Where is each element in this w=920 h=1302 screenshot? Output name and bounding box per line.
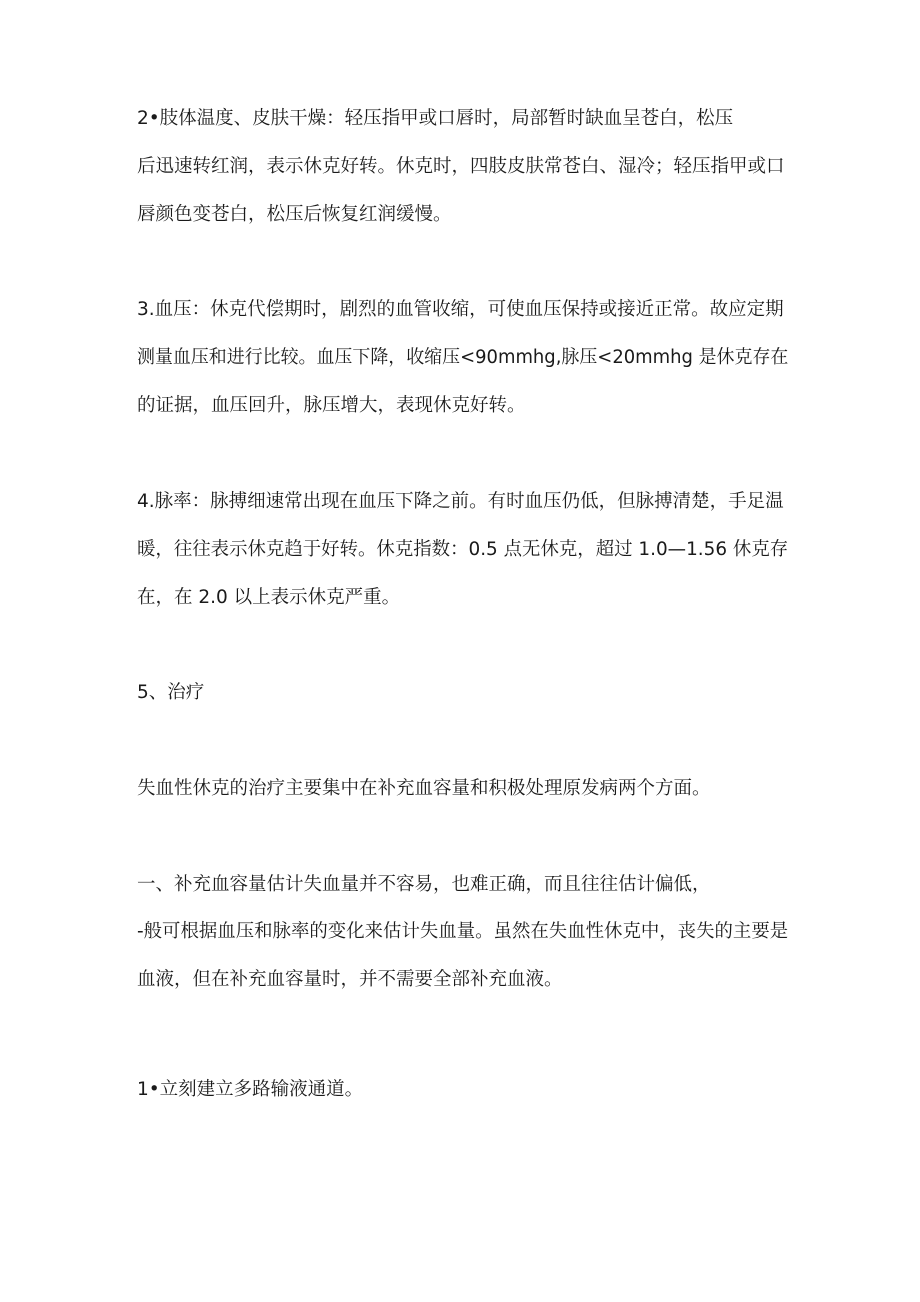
text-line: 4.脉率：脉搏细速常出现在血压下降之前。有时血压仍低，但脉搏清楚，手足温 [137,491,784,512]
text-line: 1•立刻建立多路输液通道。 [137,1079,364,1100]
section-heading: 5、治疗 [137,682,205,703]
text-line: 2•肢体温度、皮肤干燥：轻压指甲或口唇时，局部暂时缺血呈苍白，松压 [137,108,734,129]
text-line: 3.血压：休克代偿期时，剧烈的血管收缩，可使血压保持或接近正常。故应定期 [137,299,784,320]
text-line: 血液，但在补充血容量时，并不需要全部补充血液。 [137,969,563,990]
text-line: 失血性休克的治疗主要集中在补充血容量和积极处理原发病两个方面。 [137,778,711,799]
text-line: 在，在 2.0 以上表示休克严重。 [137,587,401,608]
text-line: -般可根据血压和脉率的变化来估计失血量。虽然在失血性休克中，丧失的主要是 [137,921,789,942]
text-line: 唇颜色变苍白，松压后恢复红润缓慢。 [137,204,452,225]
text-line: 后迅速转红润，表示休克好转。休克时，四肢皮肤常苍白、湿冷；轻压指甲或口 [137,156,785,177]
text-line: 暖，往往表示休克趋于好转。休克指数：0.5 点无休克，超过 1.0—1.56 休克存 [137,539,789,560]
text-line: 一、补充血容量估计失血量并不容易，也难正确，而且往往估计偏低， [137,874,711,895]
text-line: 的证据，血压回升，脉压增大，表现休克好转。 [137,395,526,416]
text-line: 测量血压和进行比较。血压下降，收缩压<90mmhg,脉压<20mmhg 是休克存在 [137,347,789,368]
